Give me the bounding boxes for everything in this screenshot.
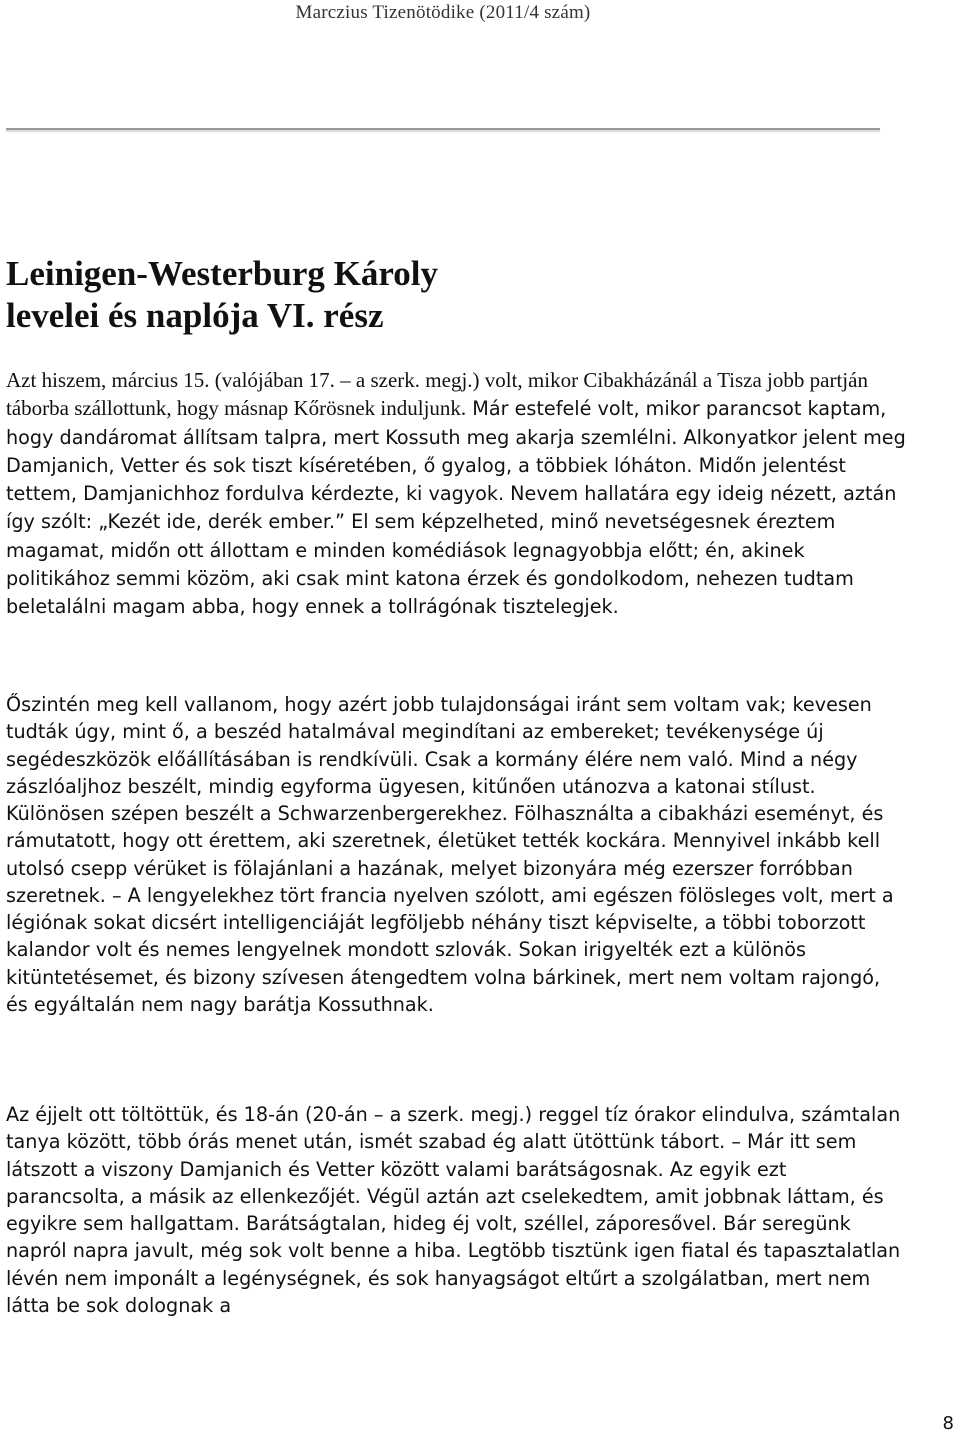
body-paragraph-3: Az éjjelt ott töltöttük, és 18-án (20-án – a szerk. megj.) reggel tíz órakor elindulva, számtalan tanya között, több órás menet után, ismét szabad ég alatt ütöttünk tábort. – Már itt sem látszott a viszony Damjanich és Vetter között valami barátságosnak. Az egyik ezt parancsolta, a másik az ellenkezőjét. Végül aztán azt cselekedtem, amit jobbnak láttam, és egyikre sem hallgattam. Barátságtalan, hideg éj volt, széllel, záporesővel. Bár seregünk napról napra javult, még sok volt benne a hiba. Legtöbb tisztünk igen fiatal és tapasztalatlan lévén nem imponált a legénységnek, és sok hanyagságot eltűrt a szolgálatban, mert nem látta be sok dolognak a bbox=[6, 1103, 901, 1317]
body-paragraph-2: Őszintén meg kell vallanom, hogy azért jobb tulajdonságai iránt sem voltam vak; kevesen tudták úgy, mint ő, a beszéd hatalmával megindítani az embereket; tevékenysége új segédeszközök előállításában is rendkívüli. Csak a kormány élére nem való. Mind a négy zászlóaljhoz beszélt, mindig egyforma ügyesen, kitűnően utánozva a katonai stílust. Különösen szépen beszélt a Schwarzenbergerekhez. Fölhasználta a cibakházi eseményt, és rámutatott, hogy ott érettem, aki szeretnek, életüket tették kockára. Mennyivel inkább kell utolsó csepp vérüket is fölajánlani a hazának, melyet bizonyára még ezerszer forróbban szeretnek. – A lengyelekhez tört francia nyelven szólott, ami egészen fölösleges volt, mert a légiónak sokat dicsért intelligenciáját legföljebb néhány tiszt képviselte, a többi toborzott kalandor volt és nemes lengyelnek mondott szlovák. Sokan irigyelték ezt a különös kitüntetésemet, és bizony szívesen átengedtem volna bárkinek, mert nem voltam rajongó, és egyáltalán nem nagy barátja Kossuthnak. bbox=[6, 693, 894, 1016]
article-title-line-1: Leinigen-Westerburg Károly bbox=[6, 254, 438, 293]
running-header: Marczius Tizenötödike (2011/4 szám) bbox=[295, 2, 591, 23]
article-title-line-2: levelei és naplója VI. rész bbox=[6, 296, 384, 335]
paragraph-1-sans-segment: Már estefelé volt, mikor parancsot kaptam, hogy dandáromat állítsam talpra, mert Kossuth meg akarja szemlélni. Alkonyatkor jelent meg Damjanich, Vetter és sok tiszt kíséretében, ő gyalog, a többiek lóháton. Midőn jelentést tettem, Damjanichhoz fordulva kérdezte, ki vagyok. Nevem hallatára egy ideig nézett, aztán így szólt: „Kezét ide, derék ember.” El sem képzelheted, minő nevetségesnek éreztem magamat, midőn ott állottam e minden komédiások legnagyobbja előtt; én, akinek politikához semmi közöm, aki csak mint katona érzek és gondolkodom, nehezen tudtam beletalálni magam abba, hogy ennek a tollrágónak tisztelegjek. bbox=[6, 397, 906, 618]
article-title bbox=[6, 253, 906, 337]
paragraph-1-serif-segment: Azt hiszem, március 15. (valójában 17. – a szerk. megj.) volt, mikor Cibakházánál a Tisza jobb partján táborba szállottunk, hogy másnap Kőrösnek induljunk. bbox=[6, 368, 868, 421]
page-number: 8 bbox=[942, 1413, 954, 1434]
header-rule bbox=[6, 128, 880, 130]
body-paragraph-1 bbox=[6, 367, 906, 621]
